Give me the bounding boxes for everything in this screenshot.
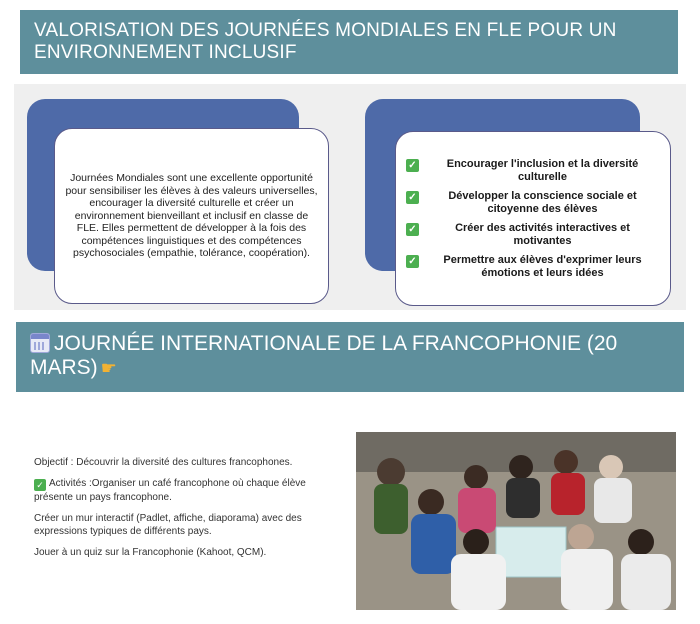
section1-title-line1: VALORISATION DES JOURNÉES MONDIALES EN FLE POUR UN [34,20,617,41]
intro-text: Journées Mondiales sont une excellente opportunité pour sensibiliser les élèves à des valeurs universelles, encourager la diversité culturelle et créer un environnement bienveillant et inclusif en classe de FLE. Elles permettent de développer à la fois des compétences linguistiques et des compétences psychosociales (empathie, tolérance, coopération). [65,171,318,260]
intro-card [54,128,329,304]
check-icon: ✓ [406,159,419,172]
goal-text: Permettre aux élèves d'exprimer leurs émotions et leurs idées [443,253,642,279]
mural-text: Créer un mur interactif (Padlet, affiche, diaporama) avec des expressions typiques de différents pays. [34,513,302,537]
goal-item [406,254,660,280]
check-icon: ✓ [406,191,419,204]
goal-item [406,158,660,184]
section1-title-line2: ENVIRONNEMENT INCLUSIF [34,42,297,63]
goal-item [406,222,660,248]
section2-content [34,456,344,567]
calendar-icon [30,333,50,353]
check-icon: ✓ [406,255,419,268]
goal-text: Encourager l'inclusion et la diversité culturelle [446,157,639,183]
goal-item [406,190,660,216]
section2-title: JOURNÉE INTERNATIONALE DE LA FRANCOPHONIE (20 MARS) [30,332,618,379]
classroom-photo-illustration [356,432,676,610]
activities-paragraph [34,477,344,504]
section2-banner [16,322,684,392]
check-icon: ✓ [34,479,46,491]
goal-text: Créer des activités interactives et motivantes [455,221,630,247]
activities-text: Activités :Organiser un café francophone où chaque élève présente un pays francophone. [34,478,306,503]
pointing-hand-icon: ☛ [100,358,117,378]
objective-text: Objectif : Découvrir la diversité des cultures francophones. [34,457,293,468]
quiz-text: Jouer à un quiz sur la Francophonie (Kahoot, QCM). [34,547,267,558]
check-icon: ✓ [406,223,419,236]
section1-banner [20,10,678,74]
goals-card [395,131,671,306]
goal-text: Développer la conscience sociale et citoyenne des élèves [448,189,637,215]
classroom-photo [356,432,676,610]
